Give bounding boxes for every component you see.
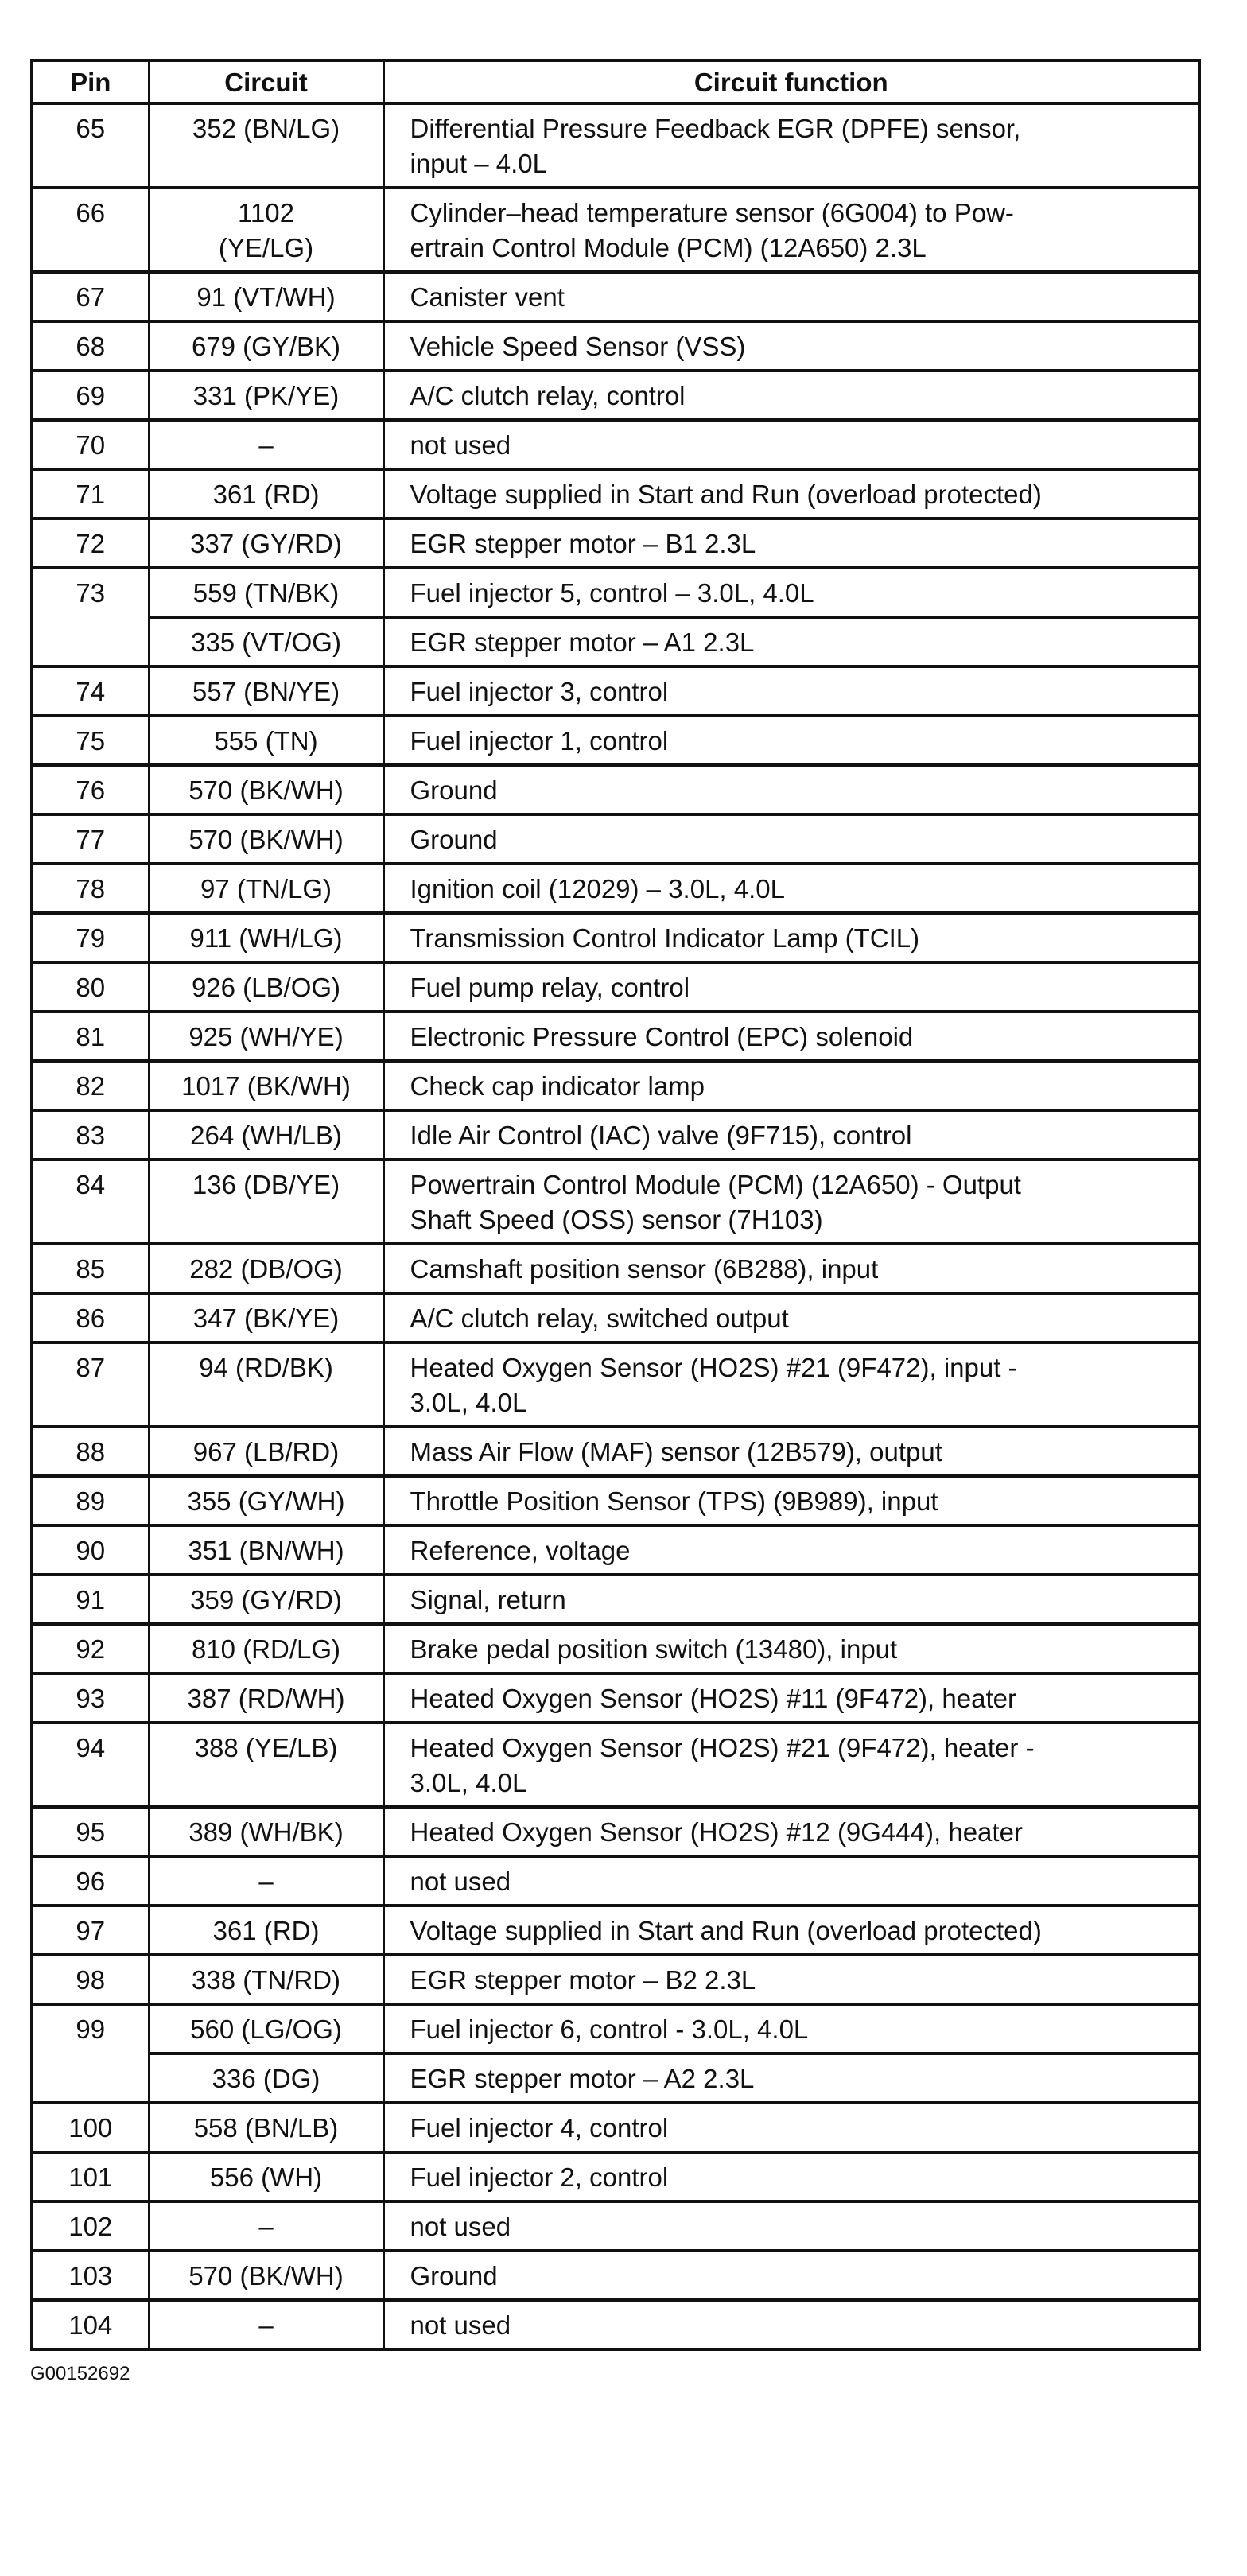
- circuit-cell: –: [149, 420, 383, 469]
- header-circuit: Circuit: [149, 60, 383, 103]
- circuit-cell: 559 (TN/BK): [149, 568, 383, 617]
- table-row: [32, 2004, 1199, 2053]
- table-row: [32, 1427, 1199, 1476]
- circuit-cell: 925 (WH/YE): [149, 1012, 383, 1061]
- pin-cell: 72: [32, 519, 149, 568]
- table-row: [32, 666, 1199, 716]
- circuit-function-cell: Reference, voltage: [383, 1525, 1199, 1575]
- table-row: [32, 469, 1199, 519]
- circuit-function-cell: Fuel injector 6, control - 3.0L, 4.0L: [383, 2004, 1199, 2053]
- circuit-cell: 347 (BK/YE): [149, 1293, 383, 1342]
- circuit-cell: 570 (BK/WH): [149, 2251, 383, 2300]
- circuit-cell: 570 (BK/WH): [149, 765, 383, 814]
- table-row: [32, 420, 1199, 469]
- pin-cell: 76: [32, 765, 149, 814]
- circuit-function-cell: Heated Oxygen Sensor (HO2S) #11 (9F472), heater: [383, 1673, 1199, 1723]
- pin-cell: 75: [32, 716, 149, 765]
- circuit-cell: 1102 (YE/LG): [149, 188, 383, 272]
- table-row: [32, 188, 1199, 272]
- table-row: [32, 2152, 1199, 2201]
- pin-cell: 70: [32, 420, 149, 469]
- pin-cell: 93: [32, 1673, 149, 1723]
- table-row: [32, 1293, 1199, 1342]
- pin-cell: 87: [32, 1342, 149, 1427]
- pin-cell: 73: [32, 568, 149, 666]
- header-pin: Pin: [32, 60, 149, 103]
- circuit-function-cell: EGR stepper motor – B2 2.3L: [383, 1955, 1199, 2004]
- table-row: [32, 1012, 1199, 1061]
- circuit-function-cell: Fuel injector 4, control: [383, 2103, 1199, 2152]
- table-body: [32, 103, 1199, 2349]
- pin-cell: 69: [32, 371, 149, 420]
- circuit-function-cell: Differential Pressure Feedback EGR (DPFE) sensor, input – 4.0L: [383, 103, 1199, 188]
- pin-cell: 77: [32, 814, 149, 864]
- table-row: [32, 913, 1199, 962]
- pin-cell: 65: [32, 103, 149, 188]
- circuit-cell: 264 (WH/LB): [149, 1110, 383, 1160]
- circuit-cell: 570 (BK/WH): [149, 814, 383, 864]
- pin-cell: 94: [32, 1723, 149, 1807]
- table-row: [32, 1160, 1199, 1244]
- table-row: [32, 568, 1199, 617]
- circuit-cell: 337 (GY/RD): [149, 519, 383, 568]
- circuit-function-cell: EGR stepper motor – B1 2.3L: [383, 519, 1199, 568]
- circuit-function-cell: Powertrain Control Module (PCM) (12A650) - Output Shaft Speed (OSS) sensor (7H103): [383, 1160, 1199, 1244]
- table-row: [32, 2251, 1199, 2300]
- pin-cell: 96: [32, 1856, 149, 1906]
- figure-id: G00152692: [30, 2363, 130, 2384]
- table-row: [32, 814, 1199, 864]
- circuit-cell: 335 (VT/OG): [149, 617, 383, 666]
- circuit-function-cell: not used: [383, 1856, 1199, 1906]
- circuit-function-cell: EGR stepper motor – A1 2.3L: [383, 617, 1199, 666]
- circuit-cell: 338 (TN/RD): [149, 1955, 383, 2004]
- table-row: [32, 1476, 1199, 1525]
- circuit-cell: 352 (BN/LG): [149, 103, 383, 188]
- circuit-cell: 555 (TN): [149, 716, 383, 765]
- table-row: [32, 272, 1199, 321]
- circuit-function-cell: Heated Oxygen Sensor (HO2S) #21 (9F472), heater - 3.0L, 4.0L: [383, 1723, 1199, 1807]
- table-row: [32, 1673, 1199, 1723]
- pin-cell: 100: [32, 2103, 149, 2152]
- circuit-cell: 355 (GY/WH): [149, 1476, 383, 1525]
- pin-cell: 71: [32, 469, 149, 519]
- pin-cell: 92: [32, 1624, 149, 1673]
- circuit-cell: 557 (BN/YE): [149, 666, 383, 716]
- circuit-function-cell: Brake pedal position switch (13480), input: [383, 1624, 1199, 1673]
- table-row: [32, 1575, 1199, 1624]
- circuit-function-cell: Ground: [383, 765, 1199, 814]
- table-row: [32, 1856, 1199, 1906]
- circuit-cell: 911 (WH/LG): [149, 913, 383, 962]
- circuit-cell: 336 (DG): [149, 2053, 383, 2103]
- pin-cell: 99: [32, 2004, 149, 2103]
- pin-cell: 68: [32, 321, 149, 371]
- pin-cell: 95: [32, 1807, 149, 1856]
- circuit-cell: 94 (RD/BK): [149, 1342, 383, 1427]
- circuit-function-cell: Fuel injector 5, control – 3.0L, 4.0L: [383, 568, 1199, 617]
- pin-cell: 79: [32, 913, 149, 962]
- pin-cell: 97: [32, 1906, 149, 1955]
- table-row: [32, 519, 1199, 568]
- circuit-function-cell: Ignition coil (12029) – 3.0L, 4.0L: [383, 864, 1199, 913]
- pin-cell: 84: [32, 1160, 149, 1244]
- pin-cell: 80: [32, 962, 149, 1012]
- circuit-cell: 558 (BN/LB): [149, 2103, 383, 2152]
- circuit-cell: 389 (WH/BK): [149, 1807, 383, 1856]
- table-row: [32, 1955, 1199, 2004]
- pin-cell: 82: [32, 1061, 149, 1110]
- circuit-function-cell: Transmission Control Indicator Lamp (TCIL): [383, 913, 1199, 962]
- table-row: [32, 321, 1199, 371]
- pin-cell: 74: [32, 666, 149, 716]
- circuit-function-cell: Fuel pump relay, control: [383, 962, 1199, 1012]
- circuit-function-cell: Throttle Position Sensor (TPS) (9B989), input: [383, 1476, 1199, 1525]
- circuit-function-cell: Voltage supplied in Start and Run (overload protected): [383, 1906, 1199, 1955]
- pin-cell: 88: [32, 1427, 149, 1476]
- table-row: [32, 1807, 1199, 1856]
- circuit-cell: 331 (PK/YE): [149, 371, 383, 420]
- circuit-function-cell: not used: [383, 420, 1199, 469]
- table-row: [32, 864, 1199, 913]
- circuit-function-cell: Cylinder–head temperature sensor (6G004) to Pow- ertrain Control Module (PCM) (12A650) 2.3L: [383, 188, 1199, 272]
- table-row: [32, 371, 1199, 420]
- circuit-function-cell: not used: [383, 2201, 1199, 2251]
- table-row: [32, 1624, 1199, 1673]
- circuit-function-cell: Fuel injector 3, control: [383, 666, 1199, 716]
- pin-cell: 81: [32, 1012, 149, 1061]
- table-row: [32, 2053, 1199, 2103]
- table-row: [32, 1906, 1199, 1955]
- pin-cell: 98: [32, 1955, 149, 2004]
- circuit-cell: –: [149, 2300, 383, 2349]
- circuit-cell: –: [149, 2201, 383, 2251]
- circuit-cell: 556 (WH): [149, 2152, 383, 2201]
- pin-cell: 78: [32, 864, 149, 913]
- table-row: [32, 1525, 1199, 1575]
- circuit-cell: 926 (LB/OG): [149, 962, 383, 1012]
- circuit-cell: 359 (GY/RD): [149, 1575, 383, 1624]
- circuit-function-cell: Fuel injector 1, control: [383, 716, 1199, 765]
- header-circuit-function: Circuit function: [383, 60, 1199, 103]
- circuit-function-cell: Check cap indicator lamp: [383, 1061, 1199, 1110]
- circuit-cell: 967 (LB/RD): [149, 1427, 383, 1476]
- circuit-function-cell: Camshaft position sensor (6B288), input: [383, 1244, 1199, 1293]
- pin-cell: 101: [32, 2152, 149, 2201]
- circuit-function-cell: Heated Oxygen Sensor (HO2S) #12 (9G444), heater: [383, 1807, 1199, 1856]
- pin-cell: 85: [32, 1244, 149, 1293]
- table-row: [32, 2201, 1199, 2251]
- circuit-cell: 97 (TN/LG): [149, 864, 383, 913]
- pin-cell: 83: [32, 1110, 149, 1160]
- circuit-function-cell: Ground: [383, 2251, 1199, 2300]
- circuit-function-cell: Ground: [383, 814, 1199, 864]
- circuit-cell: 361 (RD): [149, 469, 383, 519]
- table-row: [32, 1061, 1199, 1110]
- circuit-function-cell: Canister vent: [383, 272, 1199, 321]
- circuit-cell: 282 (DB/OG): [149, 1244, 383, 1293]
- table-row: [32, 2103, 1199, 2152]
- circuit-cell: 351 (BN/WH): [149, 1525, 383, 1575]
- table-row: [32, 1342, 1199, 1427]
- circuit-function-cell: A/C clutch relay, switched output: [383, 1293, 1199, 1342]
- circuit-function-cell: Heated Oxygen Sensor (HO2S) #21 (9F472), input - 3.0L, 4.0L: [383, 1342, 1199, 1427]
- circuit-function-cell: Fuel injector 2, control: [383, 2152, 1199, 2201]
- circuit-cell: 560 (LG/OG): [149, 2004, 383, 2053]
- table-row: [32, 2300, 1199, 2349]
- circuit-function-cell: Voltage supplied in Start and Run (overload protected): [383, 469, 1199, 519]
- circuit-cell: –: [149, 1856, 383, 1906]
- pin-cell: 89: [32, 1476, 149, 1525]
- pin-cell: 103: [32, 2251, 149, 2300]
- pin-cell: 90: [32, 1525, 149, 1575]
- circuit-cell: 810 (RD/LG): [149, 1624, 383, 1673]
- table-row: [32, 962, 1199, 1012]
- circuit-cell: 91 (VT/WH): [149, 272, 383, 321]
- circuit-function-cell: Electronic Pressure Control (EPC) solenoid: [383, 1012, 1199, 1061]
- circuit-function-cell: Vehicle Speed Sensor (VSS): [383, 321, 1199, 371]
- circuit-function-cell: Idle Air Control (IAC) valve (9F715), control: [383, 1110, 1199, 1160]
- circuit-cell: 136 (DB/YE): [149, 1160, 383, 1244]
- pin-cell: 86: [32, 1293, 149, 1342]
- table-row: [32, 716, 1199, 765]
- table-row: [32, 1723, 1199, 1807]
- pin-circuit-table: [30, 59, 1201, 2351]
- table-row: [32, 765, 1199, 814]
- circuit-function-cell: Mass Air Flow (MAF) sensor (12B579), output: [383, 1427, 1199, 1476]
- table-row: [32, 103, 1199, 188]
- table-row: [32, 1244, 1199, 1293]
- table-row: [32, 1110, 1199, 1160]
- circuit-function-cell: A/C clutch relay, control: [383, 371, 1199, 420]
- pin-cell: 91: [32, 1575, 149, 1624]
- circuit-cell: 679 (GY/BK): [149, 321, 383, 371]
- pin-cell: 102: [32, 2201, 149, 2251]
- header-row: [32, 60, 1199, 103]
- circuit-cell: 388 (YE/LB): [149, 1723, 383, 1807]
- pin-cell: 66: [32, 188, 149, 272]
- table-row: [32, 617, 1199, 666]
- circuit-function-cell: EGR stepper motor – A2 2.3L: [383, 2053, 1199, 2103]
- pin-cell: 104: [32, 2300, 149, 2349]
- circuit-function-cell: not used: [383, 2300, 1199, 2349]
- circuit-cell: 361 (RD): [149, 1906, 383, 1955]
- pin-cell: 67: [32, 272, 149, 321]
- circuit-cell: 387 (RD/WH): [149, 1673, 383, 1723]
- circuit-function-cell: Signal, return: [383, 1575, 1199, 1624]
- circuit-cell: 1017 (BK/WH): [149, 1061, 383, 1110]
